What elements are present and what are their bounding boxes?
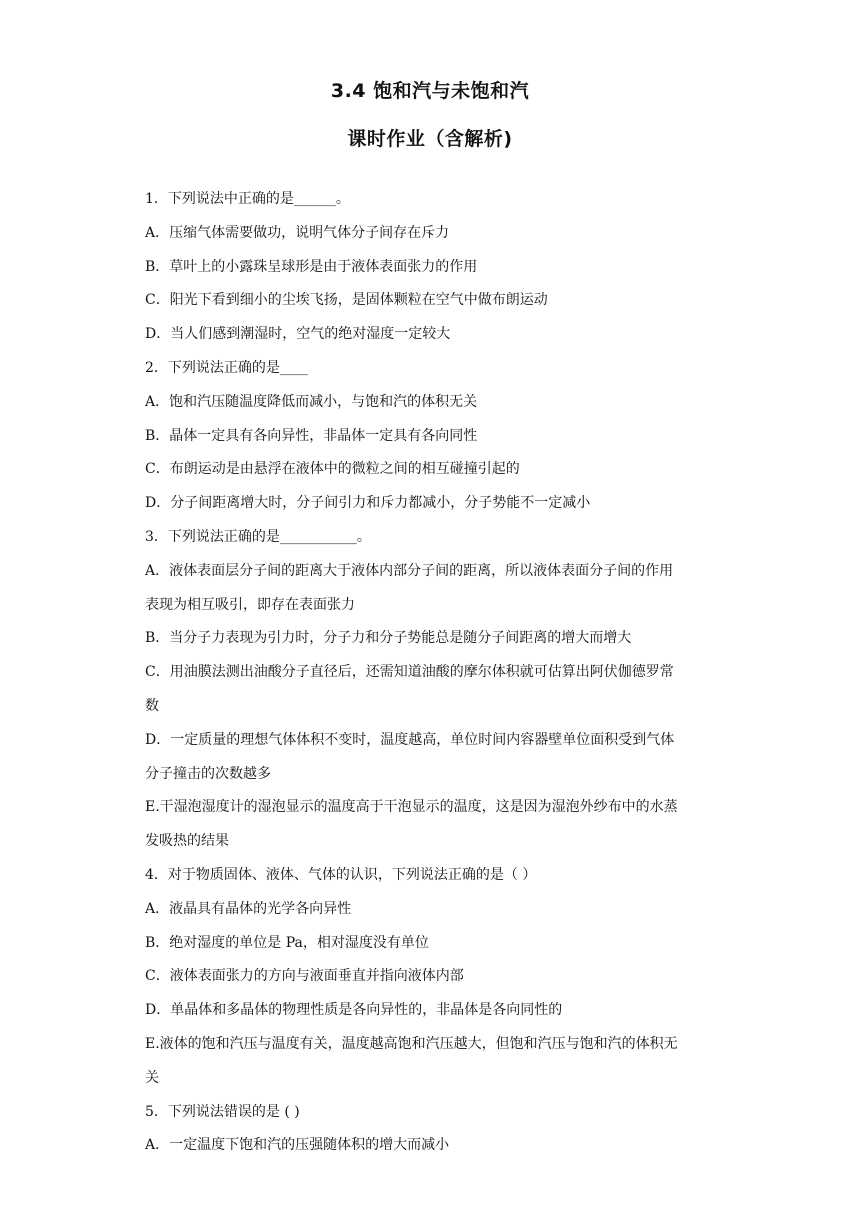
question-3-option-e: E.干湿泡湿度计的湿泡显示的温度高于干泡显示的温度，这是因为湿泡外纱布中的水蒸: [145, 799, 678, 816]
question-3-option-c: C．用油膜法测出油酸分子直径后，还需知道油酸的摩尔体积就可估算出阿伏伽德罗常: [145, 664, 674, 681]
question-3-stem: 3．下列说法正确的是___________。: [145, 528, 371, 545]
question-3-option-a: A．液体表面层分子间的距离大于液体内部分子间的距离，所以液体表面分子间的作用: [145, 562, 674, 579]
question-2-option-c: C．布朗运动是由悬浮在液体中的微粒之间的相互碰撞引起的: [145, 461, 520, 478]
question-4-option-b: B．绝对湿度的单位是 Pa，相对湿度没有单位: [145, 934, 429, 951]
question-2-stem: 2．下列说法正确的是____: [145, 359, 308, 376]
question-4-option-a: A．液晶具有晶体的光学各向异性: [145, 900, 352, 917]
question-2-option-b: B．晶体一定具有各向异性，非晶体一定具有各向同性: [145, 427, 478, 444]
question-3-option-d-cont: 分子撞击的次数越多: [145, 765, 271, 782]
page-title: 3.4 饱和汽与未饱和汽: [330, 80, 530, 102]
question-1-option-d: D．当人们感到潮湿时，空气的绝对湿度一定较大: [145, 326, 451, 343]
question-1-option-c: C．阳光下看到细小的尘埃飞扬，是固体颗粒在空气中做布朗运动: [145, 292, 548, 309]
question-5-option-a: A．一定温度下饱和汽的压强随体积的增大而减小: [145, 1137, 450, 1154]
question-3-option-a-cont: 表现为相互吸引，即存在表面张力: [145, 596, 355, 613]
question-list: [145, 183, 720, 1163]
question-4-option-e: E.液体的饱和汽压与温度有关，温度越高饱和汽压越大，但饱和汽压与饱和汽的体积无: [145, 1035, 678, 1052]
page-subtitle: 课时作业（含解析): [347, 128, 513, 150]
question-4-stem: 4．对于物质固体、液体、气体的认识，下列说法正确的是（ ）: [145, 866, 537, 883]
question-3-option-b: B．当分子力表现为引力时，分子力和分子势能总是随分子间距离的增大而增大: [145, 630, 632, 647]
question-4-option-d: D．单晶体和多晶体的物理性质是各向异性的，非晶体是各向同性的: [145, 1002, 563, 1019]
question-2-option-d: D．分子间距离增大时，分子间引力和斥力都减小，分子势能不一定减小: [145, 495, 591, 512]
question-1-stem: 1．下列说法中正确的是______。: [145, 191, 350, 207]
question-4-option-c: C．液体表面张力的方向与液面垂直并指向液体内部: [145, 968, 464, 985]
question-3-option-c-cont: 数: [145, 697, 159, 714]
question-3-option-d: D．一定质量的理想气体体积不变时，温度越高，单位时间内容器壁单位面积受到气体: [145, 731, 675, 748]
question-5-stem: 5．下列说法错误的是 ( ): [145, 1103, 300, 1120]
question-4-option-e-cont: 关: [145, 1069, 159, 1086]
question-1-option-b: B．草叶上的小露珠呈球形是由于液体表面张力的作用: [145, 258, 478, 275]
question-1-option-a: A．压缩气体需要做功，说明气体分子间存在斥力: [145, 224, 450, 241]
question-2-option-a: A．饱和汽压随温度降低而减小，与饱和汽的体积无关: [145, 393, 478, 410]
question-3-option-e-cont: 发吸热的结果: [145, 833, 229, 850]
